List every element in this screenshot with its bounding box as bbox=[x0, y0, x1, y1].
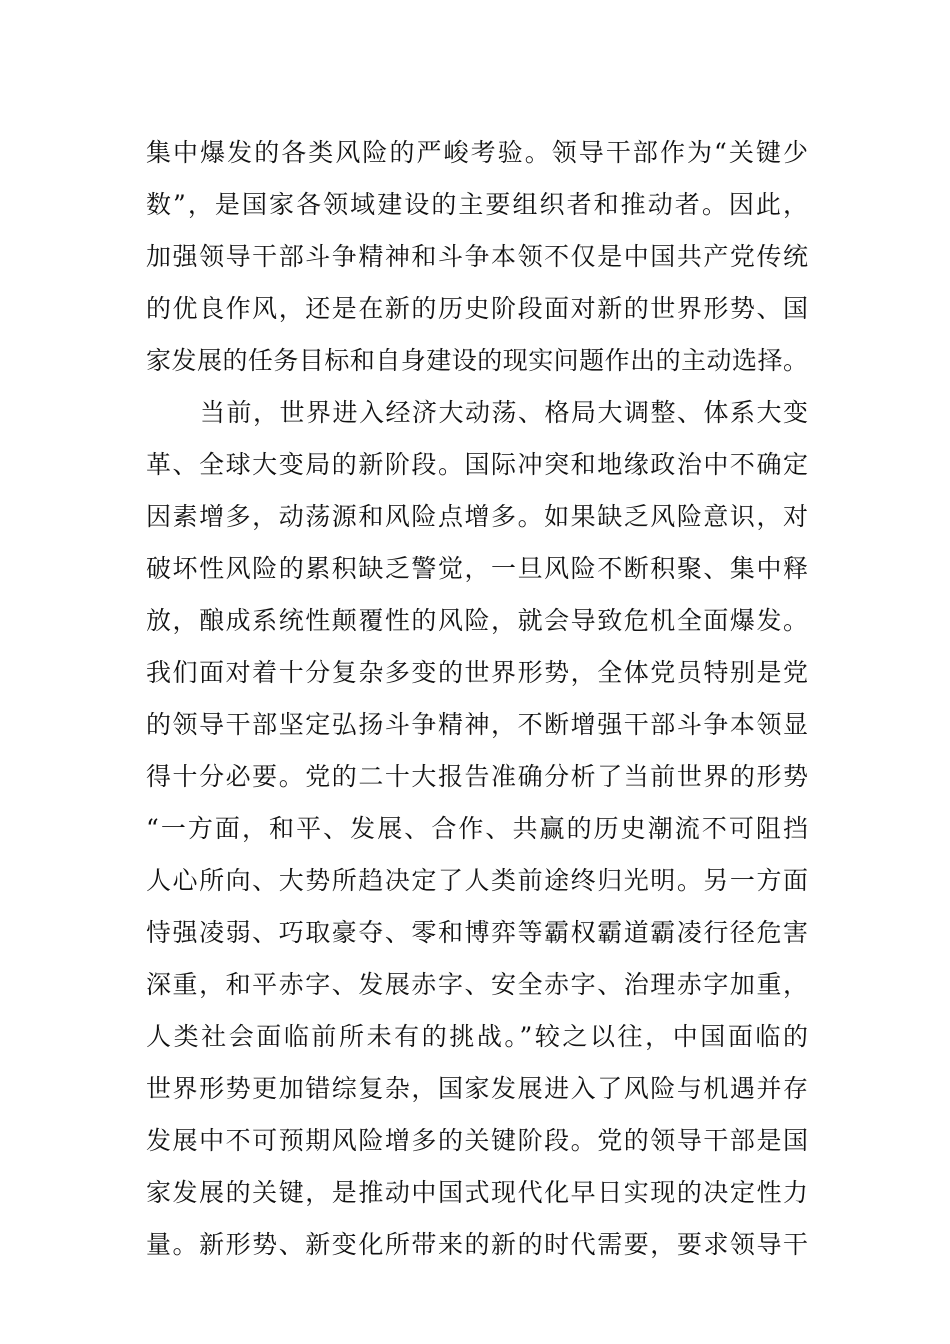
text-line: 发展中不可预期风险增多的关键阶段。党的领导干部是国 bbox=[146, 1126, 808, 1155]
text-line: 人类社会面临前所未有的挑战。”较之以往，中国面临的 bbox=[146, 1022, 808, 1051]
body-text bbox=[146, 127, 808, 1271]
text-line: 的优良作风，还是在新的历史阶段面对新的世界形势、国 bbox=[146, 294, 808, 323]
text-line: 破坏性风险的累积缺乏警觉，一旦风险不断积聚、集中释 bbox=[146, 554, 808, 583]
text-line: 恃强凌弱、巧取豪夺、零和博弈等霸权霸道霸凌行径危害 bbox=[146, 918, 808, 947]
text-line: 的领导干部坚定弘扬斗争精神，不断增强干部斗争本领显 bbox=[146, 710, 808, 739]
text-line: 量。新形势、新变化所带来的新的时代需要，要求领导干 bbox=[146, 1230, 808, 1259]
text-line: 深重，和平赤字、发展赤字、安全赤字、治理赤字加重， bbox=[146, 970, 808, 999]
text-line: 得十分必要。党的二十大报告准确分析了当前世界的形势 bbox=[146, 762, 808, 791]
text-line: “一方面，和平、发展、合作、共赢的历史潮流不可阻挡 bbox=[146, 814, 808, 843]
text-line: 数”，是国家各领域建设的主要组织者和推动者。因此， bbox=[146, 190, 808, 219]
text-line: 革、全球大变局的新阶段。国际冲突和地缘政治中不确定 bbox=[146, 450, 808, 479]
text-line: 家发展的任务目标和自身建设的现实问题作出的主动选择。 bbox=[146, 346, 808, 375]
text-line: 家发展的关键，是推动中国式现代化早日实现的决定性力 bbox=[146, 1178, 808, 1207]
text-line: 放，酿成系统性颠覆性的风险，就会导致危机全面爆发。 bbox=[146, 606, 808, 635]
text-line: 集中爆发的各类风险的严峻考验。领导干部作为“关键少 bbox=[146, 138, 808, 167]
text-line: 因素增多，动荡源和风险点增多。如果缺乏风险意识，对 bbox=[146, 502, 808, 531]
text-line: 人心所向、大势所趋决定了人类前途终归光明。另一方面 bbox=[146, 866, 808, 895]
paragraph-start-line: 当前，世界进入经济大动荡、格局大调整、体系大变 bbox=[200, 398, 808, 427]
text-line: 加强领导干部斗争精神和斗争本领不仅是中国共产党传统 bbox=[146, 242, 808, 271]
text-line: 世界形势更加错综复杂，国家发展进入了风险与机遇并存 bbox=[146, 1074, 808, 1103]
text-line: 我们面对着十分复杂多变的世界形势，全体党员特别是党 bbox=[146, 658, 808, 687]
